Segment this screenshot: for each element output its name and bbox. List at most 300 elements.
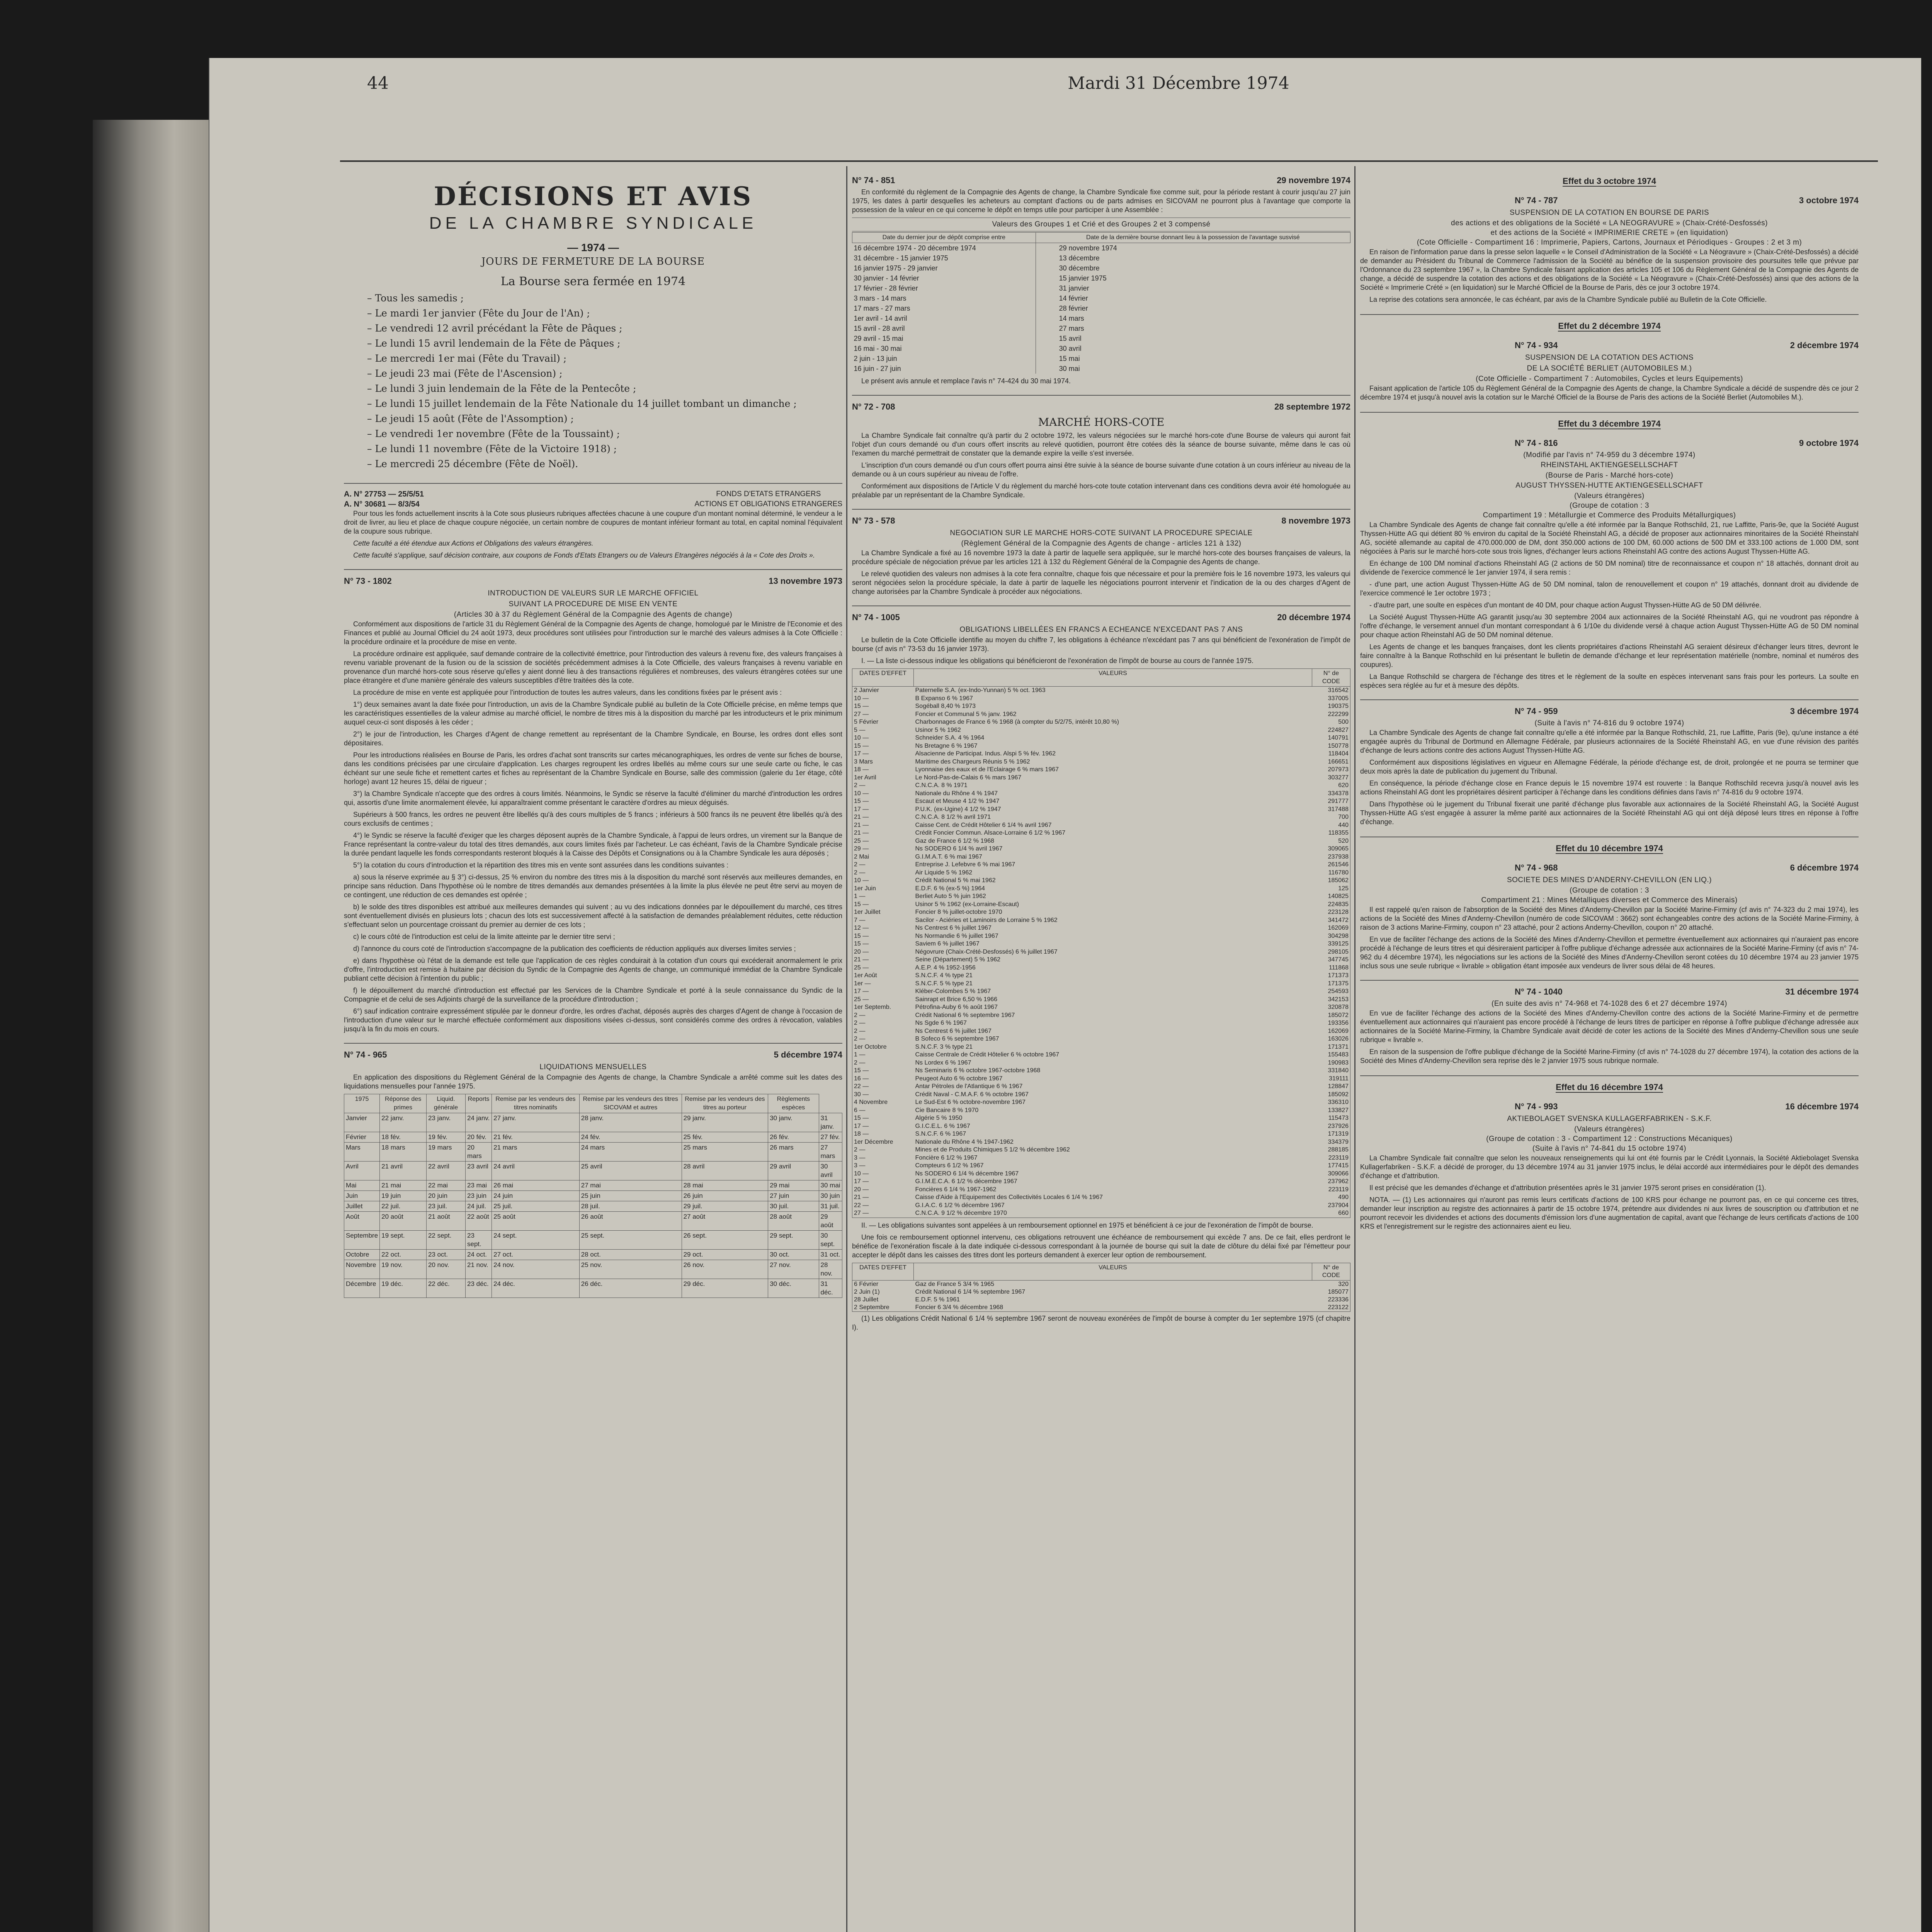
table-row: [344, 1162, 842, 1180]
code-cell: 155483: [1328, 1051, 1349, 1058]
code-cell: 190375: [1328, 703, 1349, 709]
effect-date-cell: 28 Juillet: [854, 1296, 879, 1303]
table-row: [852, 908, 1350, 917]
avis-paragraph: Conformément aux dispositions législatives en vigueur en Allemagne Fédérale, la période d'échange est, de droit, prolongée et ne pourra se terminer que deux mois après la date de publication du jugement du Tribunal.: [1360, 759, 1859, 775]
date-cell: 31 juil.: [819, 1201, 842, 1212]
month-cell: Février: [344, 1132, 380, 1143]
effect-date-cell: 21 —: [854, 814, 869, 820]
table-header: N° de CODE: [1312, 1263, 1350, 1280]
date-cell: 26 déc.: [579, 1279, 682, 1298]
security-cell: Ns Centrest 6 % juillet 1967: [915, 925, 992, 931]
table-row: [852, 323, 1350, 333]
table-row: [852, 1209, 1350, 1218]
table-row: [852, 273, 1350, 283]
table-header-row: [344, 1094, 842, 1113]
table-row: [344, 1231, 842, 1250]
security-cell: Lyonnaise des eaux et de l'Eclairage 6 % mars 1967: [915, 766, 1059, 773]
date-cell: 27 juin: [768, 1191, 819, 1201]
page-header: [367, 73, 1932, 104]
code-cell: 118355: [1328, 830, 1349, 836]
table-header-row: [852, 669, 1350, 687]
date-cell: 25 sept.: [579, 1231, 682, 1250]
avis-number: N° 74 - 787: [1515, 196, 1558, 205]
page-number: 44: [367, 73, 389, 93]
date-cell: 28 nov.: [819, 1260, 842, 1279]
date-cell: 22 juil.: [380, 1201, 427, 1212]
code-cell: 341472: [1328, 917, 1349, 923]
avis-number: N° 73 - 578: [852, 516, 895, 526]
date-cell: 26 mars: [768, 1143, 819, 1162]
code-cell: 237962: [1328, 1178, 1349, 1185]
main-title: DÉCISIONS ET AVIS: [434, 181, 753, 211]
date-cell: 22 sept.: [426, 1231, 465, 1250]
date-cell: 19 juin: [380, 1191, 427, 1201]
liquidations-body: [344, 1113, 842, 1298]
effect-date-cell: 1er Juin: [854, 885, 876, 892]
avis-paragraph: 3°) la Chambre Syndicale n'accepte que des ordres à cours limités. Néanmoins, le Syndic se réserve la faculté d'éliminer du marché d'introduction les ordres qui, assortis d'une limite anormalement élevée, lui apparaîtraient comme présentant le caractère d'ordres au mieux déguisés.: [344, 790, 842, 806]
month-cell: Mai: [344, 1180, 380, 1191]
date-cell: 23 sept.: [465, 1231, 492, 1250]
date-cell: 25 août: [492, 1212, 580, 1231]
table-header: Réponse des primes: [380, 1094, 427, 1113]
last-session-cell: 15 janvier 1975: [1059, 274, 1107, 282]
table-header: DATES D'EFFET: [852, 1263, 914, 1280]
avis-subtitle: (Cote Officielle - Compartiment 7 : Automobiles, Cycles et leurs Equipements): [1476, 375, 1743, 383]
avis-date: 5 décembre 1974: [774, 1050, 842, 1060]
date-cell: 26 juin: [682, 1191, 768, 1201]
avis-number: N° 74 - 934: [1515, 340, 1558, 350]
avis-header: [1360, 340, 1859, 350]
table-row: [852, 1003, 1350, 1012]
avis-paragraph: La reprise des cotations sera annoncée, le cas échéant, par avis de la Chambre Syndicale publié au Bulletin de la Cote Officielle.: [1369, 296, 1767, 303]
table-row: [852, 1280, 1350, 1288]
date-cell: 26 sept.: [682, 1231, 768, 1250]
table-row: [344, 1212, 842, 1231]
effet-label-text: Effet du 3 décembre 1974: [1558, 419, 1661, 429]
date-cell: 23 janv.: [426, 1113, 465, 1132]
code-cell: 224827: [1328, 726, 1349, 733]
avis-date: 8 novembre 1973: [1281, 516, 1350, 526]
code-cell: 193356: [1328, 1020, 1349, 1026]
avis-date: 29 novembre 1974: [1277, 175, 1350, 185]
security-cell: Mines et de Produits Chimiques 5 1/2 % décembre 1962: [915, 1146, 1070, 1153]
table-row: [852, 354, 1350, 364]
effect-date-cell: 27 —: [854, 1210, 869, 1216]
code-cell: 700: [1338, 814, 1349, 820]
code-cell: 331840: [1328, 1067, 1349, 1074]
avis-subtitle: (En suite des avis n° 74-968 et 74-1028 des 6 et 27 décembre 1974): [1492, 1000, 1727, 1008]
security-cell: S.N.C.F. 3 % type 21: [915, 1043, 973, 1050]
date-cell: 24 sept.: [492, 1231, 580, 1250]
date-cell: 18 mars: [380, 1143, 427, 1162]
security-cell: Le Nord-Pas-de-Calais 6 % mars 1967: [915, 774, 1022, 781]
table-row: [852, 1162, 1350, 1170]
fonds-title-1: FONDS D'ETATS ETRANGERS: [716, 490, 821, 498]
date-cell: 21 mars: [492, 1143, 580, 1162]
avis-title: SUSPENSION DE LA COTATION DES ACTIONS: [1525, 354, 1694, 362]
security-cell: Air Liquide 5 % 1962: [915, 869, 973, 876]
avis-paragraph: La Chambre Syndicale des Agents de change fait connaître qu'elle a été informée par la Banque Rothschild, 21, rue Laffitte, Paris-9e, que la Société August Thyssen-Hütte AG qui détient 80 % environ du capital de la Société Rheinstahl AG, a décidé de proposer aux actionnaires minoritaires de la Société Rheinstahl AG, société allemande au capital de 470.000.000 de DM, dont 350.000 actions de 100 DM, 60.000 actions de 500 DM et 333.100 actions de 1.000 DM, sont négociées à Paris sur le marché hors-cote sous trois lignes, d'échanger leurs actions Rheinstahl AG contre des actions August Thyssen-Hütte AG.: [1360, 521, 1859, 555]
date-cell: 20 mars: [465, 1143, 492, 1162]
table-header: Liquid. générale: [426, 1094, 465, 1113]
security-cell: Escaut et Meuse 4 1/2 % 1947: [915, 798, 1000, 804]
effect-date-cell: 10 —: [854, 877, 869, 884]
avis-paragraph: Il est précisé que les demandes d'échange et d'attribution présentées après le 31 janvier 1975 seront prises en considération (1).: [1369, 1184, 1766, 1192]
code-cell: 150778: [1328, 742, 1349, 749]
effect-date-cell: 29 —: [854, 845, 869, 852]
code-cell: 490: [1338, 1194, 1349, 1201]
code-cell: 222299: [1328, 711, 1349, 718]
code-cell: 337005: [1328, 695, 1349, 702]
avis-subtitle: (Bourse de Paris - Marché hors-cote): [1545, 471, 1673, 480]
avis-date: 3 décembre 1974: [1790, 706, 1859, 716]
table-row: [852, 917, 1350, 925]
date-cell: 21 avril: [380, 1162, 427, 1180]
avis-paragraph: La Chambre Syndicale des Agents de change fait connaître qu'elle a été informée par la Banque Rothschild, 21, rue Laffitte, Paris (9e), qu'une instance a été engagée auprès du Tribunal de Dortmund en Allemagne Fédérale, par plusieurs actionnaires de la Société Rheinstahl AG, en vue d'une révision des parités d'échange de leurs actions contre des actions August Thyssen-Hütte AG.: [1360, 729, 1859, 754]
deposit-period-cell: 16 juin - 27 juin: [852, 364, 1036, 374]
code-cell: 347745: [1328, 956, 1349, 963]
effect-date-cell: 21 —: [854, 830, 869, 836]
table-row: [852, 806, 1350, 814]
effect-date-cell: 21 —: [854, 821, 869, 828]
table-row: [852, 718, 1350, 726]
date-cell: 24 nov.: [492, 1260, 580, 1279]
date-cell: 22 avril: [426, 1162, 465, 1180]
date-cell: 30 sept.: [819, 1231, 842, 1250]
code-cell: 320: [1338, 1281, 1349, 1287]
avis-paragraph: NOTA. — (1) Les actionnaires qui n'auront pas remis leurs certificats d'actions de 100 KRS pour échange ne pourront pas, en ce qui concerne ces titres, demander leur inscription au registre des actionnaires à partir de 15 octobre 1974, prétendre aux dividendes ni aux livres de souscription ou d'attribution et ne pourront recevoir les dividendes et actions des documents d'émission lors d'une augmentation de capital, avant que l'échange de leurs certificats d'actions de 100 KRS et l'enregistrement sur le registre des actionnaires aient eu lieu.: [1360, 1196, 1859, 1230]
security-cell: S.N.C.F. 6 % 1967: [915, 1131, 966, 1137]
table-header: Reports: [465, 1094, 492, 1113]
avis-paragraph: - d'une part, une action August Thyssen-Hütte AG de 50 DM nominal, talon de renouvellement et coupon n° 19 attachés, donnant droit au dividende de l'exercice commencé le 1er octobre 1973 ;: [1360, 580, 1859, 597]
security-cell: S.N.C.F. 4 % type 21: [915, 972, 973, 979]
avis-title: OBLIGATIONS LIBELLÉES EN FRANCS A ECHEANCE N'EXCEDANT PAS 7 ANS: [959, 626, 1243, 634]
date-cell: 24 avril: [492, 1162, 580, 1180]
table-row: [852, 972, 1350, 980]
security-cell: Schneider S.A. 4 % 1964: [915, 735, 985, 741]
security-cell: Nationale du Rhône 4 % 1947-1962: [915, 1138, 1014, 1145]
table-row: [852, 726, 1350, 735]
assemblee-dates-body: [852, 243, 1350, 374]
avis-paragraph: En raison de l'information parue dans la presse selon laquelle « le Conseil d'Administration de la Société « La Néogravure » (Chaix-Crété-Desfossés) a décidé de demander au Président du Tribunal de Commerce l'admission de la Société au bénéfice de la suspension provisoire des poursuites telle que prévue par l'Ordonnance du 23 septembre 1967 », la Chambre Syndicale faisant application des articles 105 et 106 du Règlement Général de la Compagnie des Agents de change, a décidé de suspendre la cotation des actions et des obligations de la Société « La Néogravure » (Chaix-Crété-Desfossés) ainsi que des actions de la Société « Imprimerie Crété » (en liquidation) sur le Marché Officiel de la Bourse de Paris, dès ce jour 3 octobre 1974.: [1360, 248, 1859, 291]
table-row: [852, 774, 1350, 782]
date-cell: 23 avril: [465, 1162, 492, 1180]
date-cell: 20 juin: [426, 1191, 465, 1201]
table-row: [852, 861, 1350, 869]
last-session-cell: 13 décembre: [1059, 254, 1100, 262]
security-cell: Entreprise J. Lefebvre 6 % mai 1967: [915, 861, 1015, 868]
last-session-cell: 30 décembre: [1059, 264, 1100, 272]
table-row: [852, 1043, 1350, 1051]
security-cell: Usinor 5 % 1962: [915, 726, 961, 733]
security-cell: Ns SODERO 6 1/4 % décembre 1967: [915, 1170, 1019, 1177]
date-cell: 27 mai: [579, 1180, 682, 1191]
code-cell: 288185: [1328, 1146, 1349, 1153]
table-row: [852, 798, 1350, 806]
security-cell: Paternelle S.A. (ex-Indo-Yunnan) 5 % oct. 1963: [915, 687, 1046, 694]
avis-header: [1360, 863, 1859, 873]
code-cell: 298105: [1328, 948, 1349, 955]
security-cell: Caisse d'Aide à l'Equipement des Collectivités Locales 6 1/4 % 1967: [915, 1194, 1103, 1201]
code-cell: 140791: [1328, 735, 1349, 741]
obligations-table: [852, 668, 1350, 1218]
avis-subtitle: (Suite à l'avis n° 74-816 du 9 octobre 1974): [1534, 719, 1684, 727]
month-cell: Septembre: [344, 1231, 380, 1250]
code-cell: 190983: [1328, 1059, 1349, 1066]
avis-paragraph: Le bulletin de la Cote Officielle identifie au moyen du chiffre 7, les obligations à échéance n'excédant pas 7 ans qui bénéficient de l'exonération de l'impôt de bourse (cf avis n° 73-53 du 16 janvier 1973).: [852, 636, 1350, 653]
date-cell: 23 mai: [465, 1180, 492, 1191]
code-cell: 520: [1338, 837, 1349, 844]
table-row: [852, 1130, 1350, 1138]
table-header: VALEURS: [914, 1263, 1312, 1280]
code-cell: 162069: [1328, 1027, 1349, 1034]
security-cell: Foncier et Communal 5 % janv. 1962: [915, 711, 1017, 718]
table-row: [852, 1035, 1350, 1043]
table-row: [344, 1201, 842, 1212]
table-header: Date du dernier jour de dépôt comprise entre: [852, 233, 1036, 243]
security-cell: Usinor 5 % 1962 (ex-Lorraine-Escaut): [915, 901, 1019, 908]
table-row: [852, 243, 1350, 253]
table-row: [852, 1178, 1350, 1186]
effect-date-cell: 1er Avril: [854, 774, 876, 781]
closing-day-item: – Le vendredi 12 avril précédant la Fête de Pâques ;: [367, 323, 622, 334]
effect-date-cell: 1er Décembre: [854, 1138, 893, 1145]
effect-date-cell: 17 —: [854, 988, 869, 995]
table-row: [852, 893, 1350, 901]
security-cell: C.N.C.A. 8 1/2 % avril 1971: [915, 814, 991, 820]
code-cell: 116780: [1328, 869, 1349, 876]
code-cell: 320878: [1328, 1004, 1349, 1010]
effet-label: [1360, 176, 1859, 186]
closing-day-item: – Le jeudi 15 août (Fête de l'Assomption) ;: [367, 413, 574, 424]
code-cell: 207973: [1328, 766, 1349, 773]
optional-redemption-body: [852, 1280, 1350, 1311]
closing-day-item: – Le lundi 11 novembre (Fête de la Victoire 1918) ;: [367, 443, 617, 454]
effect-date-cell: 10 —: [854, 695, 869, 702]
date-cell: 21 mai: [380, 1180, 427, 1191]
code-cell: 162069: [1328, 925, 1349, 931]
avis-paragraph: 5°) la cotation du cours d'introduction et la répartition des titres mis en vente sont assurées dans les conditions suivantes :: [353, 861, 729, 869]
security-cell: Charbonnages de France 6 % 1968 (à compter du 5/2/75, intérêt 10,80 %): [915, 719, 1119, 725]
security-cell: Algérie 5 % 1950: [915, 1115, 963, 1121]
effect-date-cell: 15 —: [854, 703, 869, 709]
avis-title: NEGOCIATION SUR LE MARCHE HORS-COTE SUIVANT LA PROCEDURE SPECIALE: [950, 529, 1253, 537]
security-cell: Peugeot Auto 6 % octobre 1967: [915, 1075, 1003, 1082]
table-row: [852, 1075, 1350, 1083]
date-cell: 28 juil.: [579, 1201, 682, 1212]
month-cell: Juin: [344, 1191, 380, 1201]
column-rule-2: [1354, 166, 1355, 1932]
avis-subtitle: (Valeurs étrangères): [1574, 492, 1645, 500]
effect-date-cell: 20 —: [854, 948, 869, 955]
avis-title: SOCIETE DES MINES D'ANDERNY-CHEVILLON (EN LIQ.): [1507, 876, 1712, 884]
table-header: Remise par les vendeurs des titres au porteur: [682, 1094, 768, 1113]
avis-title: MARCHÉ HORS-COTE: [1038, 416, 1165, 429]
security-cell: Négovrure (Chaix-Crété-Desfossés) 6 % juillet 1967: [915, 948, 1058, 955]
code-cell: 133827: [1328, 1107, 1349, 1114]
avis-subtitle: (Cote Officielle - Compartiment 16 : Imprimerie, Papiers, Cartons, Journaux et Périodiques - Groupes : 2 et 3 m): [1417, 238, 1802, 247]
security-cell: Gaz de France 5 3/4 % 1965: [915, 1281, 995, 1287]
avis-header: [344, 569, 842, 586]
effect-date-cell: 2 Mai: [854, 853, 869, 860]
code-cell: 171375: [1328, 980, 1349, 987]
date-cell: 27 fév.: [819, 1132, 842, 1143]
avis-paragraph: b) le solde des titres disponibles est attribué aux meilleures demandes qui suivent ; au vu des indications données par le dépouillement du marché, ces titres sont éventuellement divisés en plusieurs lots ; chacun des lots est successivement affecté à la satisfaction de demandes préalablement réduites, cette réduction s'effectuant selon un pourcentage croissant du premier au dernier de ces lots ;: [344, 903, 842, 929]
effect-date-cell: 18 —: [854, 766, 869, 773]
effect-date-cell: 4 Novembre: [854, 1099, 888, 1105]
avis-number: N° 74 - 993: [1515, 1102, 1558, 1111]
avis-date: 6 décembre 1974: [1790, 863, 1859, 872]
date-cell: 19 sept.: [380, 1231, 427, 1250]
table-row: [852, 1146, 1350, 1154]
code-cell: 223122: [1328, 1304, 1349, 1311]
effect-date-cell: 3 —: [854, 1154, 866, 1161]
effect-date-cell: 1 —: [854, 893, 866, 900]
last-session-cell: 15 avril: [1059, 335, 1082, 342]
effect-date-cell: 10 —: [854, 1170, 869, 1177]
security-cell: Crédit National 6 1/4 % septembre 1967: [915, 1288, 1026, 1295]
effect-date-cell: 15 —: [854, 932, 869, 939]
code-cell: 309066: [1328, 1170, 1349, 1177]
main-subtitle: DE LA CHAMBRE SYNDICALE: [429, 214, 757, 233]
table-row: [344, 1143, 842, 1162]
code-cell: 319111: [1328, 1075, 1349, 1082]
avis-paragraph: 4°) le Syndic se réserve la faculté d'exiger que les charges déposent auprès de la Chambre Syndicale, à l'appui de leurs ordres, un virement sur la Banque de France représentant la contre-valeur du total des titres demandés, aux cours limites fixés par l'acheteur. Le cas échéant, l'avis de la Chambre Syndicale précise la durée pendant laquelle les fonds correspondants resteront bloqués à la Caisse des Dépôts et Consignations ou à la Chambre Syndicale les aura déposés ;: [344, 832, 842, 857]
avis-number: N° 73 - 1802: [344, 576, 392, 586]
date-cell: 23 juil.: [426, 1201, 465, 1212]
code-cell: 171319: [1328, 1131, 1349, 1137]
table-row: [852, 293, 1350, 303]
code-cell: 115473: [1328, 1115, 1349, 1121]
avis-header: [344, 1043, 842, 1060]
effect-date-cell: 6 —: [854, 1107, 866, 1114]
avis-subtitle: (Groupe de cotation : 3: [1570, 886, 1649, 895]
effect-date-cell: 22 —: [854, 1083, 869, 1090]
avis-paragraph: Conformément aux dispositions de l'Article V du règlement du marché hors-cote toute cotation intervenant dans ces conditions devra avoir été homologuée au préalable par un représentant de la Chambre Syndicale.: [852, 482, 1350, 499]
effect-date-cell: 17 —: [854, 806, 869, 813]
avis-header: [1360, 438, 1859, 448]
date-cell: 27 janv.: [492, 1113, 580, 1132]
date-cell: 28 mai: [682, 1180, 768, 1191]
avis-paragraph: En vue de faciliter l'échange des actions de la Société des Mines d'Anderny-Chevillon et permettre éventuellement aux actionnaires qui n'auraient pas encore procédé à l'échange de leurs titres et qui désireraient participer à l'offre publique d'échange adressée aux actionnaires de la Société Marine-Firminy (cf avis n° 74-962 du 4 décembre 1974), les négociations sur les actions de la Société des Mines d'Anderny-Chevillon seront cotées du 10 décembre 1974 au 23 janvier 1975 inclus sous une seule rubrique « livrable » obligation étant imposée aux vendeurs de livrer sous délai de 48 heures.: [1360, 935, 1859, 970]
date-cell: 29 oct.: [682, 1250, 768, 1260]
date-cell: 19 mars: [426, 1143, 465, 1162]
security-cell: Ns Sgde 6 % 1967: [915, 1020, 967, 1026]
code-cell: 237904: [1328, 1202, 1349, 1209]
table-row: [852, 924, 1350, 932]
table-row: [852, 948, 1350, 956]
code-cell: 111868: [1328, 964, 1349, 971]
table-row: [852, 853, 1350, 861]
effect-date-cell: 2 —: [854, 1027, 866, 1034]
avis-paragraph: Supérieurs à 500 francs, les ordres ne peuvent être libellés qu'à des cours multiples de 5 francs ; inférieurs à 500 francs ils ne peuvent être libellés qu'à des cours exclusifs de centimes ;: [344, 811, 842, 827]
table-header: Règlements espèces: [768, 1094, 819, 1113]
code-cell: 336310: [1328, 1099, 1349, 1105]
code-cell: 185092: [1328, 1091, 1349, 1098]
date-cell: 29 déc.: [682, 1279, 768, 1298]
effect-date-cell: 2 —: [854, 782, 866, 789]
code-cell: 309065: [1328, 845, 1349, 852]
avis-subtitle: (Valeurs étrangères): [1574, 1125, 1645, 1133]
avis-paragraph: 6°) sauf indication contraire expressément stipulée par le donneur d'ordre, les ordres d'achat, déposés auprès des charges d'Agent de change à l'occasion de l'introduction d'une valeur sur le marché effectuée conformément aux dispositions visées ci-dessus, sont considérés comme des ordres à révocation, valables jusqu'à la fin du mois en cours.: [344, 1007, 842, 1033]
avis-paragraph: En conséquence, la période d'échange close en France depuis le 15 novembre 1974 est rouverte : la Banque Rothschild recevra jusqu'à nouvel avis les actions Rheinstahl AG dont les propriétaires désirent participer à l'échange dans les conditions définies dans l'avis n° 74-816 du 9 octobre 1974.: [1360, 779, 1859, 796]
date-cell: 22 janv.: [380, 1113, 427, 1132]
code-cell: 291777: [1328, 798, 1349, 804]
security-cell: Sainrapt et Brice 6,50 % 1966: [915, 996, 998, 1003]
avis-date: 20 décembre 1974: [1277, 612, 1350, 622]
avis-paragraph: Une fois ce remboursement optionnel intervenu, ces obligations retrouvent une échéance de remboursement qui excède 7 ans. De ce fait, elles perdront le bénéfice de l'exonération fiscale à la date indiquée ci-dessous correspondant à la journée de bourse qui suit la date de clôture du délai fixé par l'émetteur pour accepter le dépôt dans les caisses des titres dont les porteurs demandent à exercer leur option de remboursement.: [852, 1233, 1350, 1259]
closing-days-subtitle: La Bourse sera fermée en 1974: [500, 275, 686, 288]
date-cell: 30 oct.: [768, 1250, 819, 1260]
code-cell: 171373: [1328, 972, 1349, 979]
deposit-period-cell: 31 décembre - 15 janvier 1975: [852, 253, 1036, 263]
avis-paragraph: Les Agents de change et les banques françaises, dont les clients propriétaires d'actions Rheinstahl AG seraient désireux d'échanger leurs titres, devront le faire connaître à la Banque Rothschild en lui présentant le bulletin de demande d'échange et leur représentation matérielle (nombre, nominal et numéros des coupures).: [1360, 643, 1859, 668]
avis-title: INTRODUCTION DE VALEURS SUR LE MARCHE OFFICIEL: [488, 589, 699, 597]
table-header: Remise par les vendeurs des titres nominatifs: [492, 1094, 580, 1113]
column-3: [1360, 166, 1859, 1932]
table-row: [852, 1296, 1350, 1304]
code-cell: 334378: [1328, 790, 1349, 797]
date-cell: 25 juil.: [492, 1201, 580, 1212]
table-row: [852, 1304, 1350, 1312]
code-cell: 166651: [1328, 758, 1349, 765]
table-header: VALEURS: [914, 669, 1312, 687]
date-cell: 21 août: [426, 1212, 465, 1231]
avis-header: [1360, 699, 1859, 716]
security-cell: Ns Seminaris 6 % octobre 1967-octobre 1968: [915, 1067, 1041, 1074]
avis-paragraph: Dans l'hypothèse où le jugement du Tribunal fixerait une parité d'échange plus favorable aux actionnaires de la Société Rheinstahl AG, la Société August Thyssen-Hütte AG s'est engagée à assurer la même parité aux actionnaires de la Société Rheinstahl AG qui ont déjà déposé leurs titres en réponse à l'offre d'échange.: [1360, 800, 1859, 826]
avis-subtitle: (Règlement Général de la Compagnie des Agents de change - articles 121 à 132): [961, 539, 1242, 548]
date-cell: 28 août: [768, 1212, 819, 1231]
table-title: Valeurs des Groupes 1 et Crié et des Groupes 2 et 3 compensé: [852, 218, 1350, 231]
table-row: [852, 988, 1350, 996]
effect-date-cell: 2 Juin (1): [854, 1288, 880, 1295]
avis-subtitle: (Groupe de cotation : 3 - Compartiment 12 : Constructions Mécaniques): [1486, 1135, 1733, 1143]
date-cell: 22 déc.: [426, 1279, 465, 1298]
deposit-period-cell: 16 mai - 30 mai: [852, 344, 1036, 354]
date-cell: 23 oct.: [426, 1250, 465, 1260]
date-cell: 19 fév.: [426, 1132, 465, 1143]
code-cell: 223128: [1328, 909, 1349, 915]
effect-date-cell: 25 —: [854, 964, 869, 971]
avis-subtitle: Compartiment 21 : Mines Métalliques diverses et Commerce des Minerais): [1481, 896, 1738, 904]
security-cell: Gaz de France 6 1/2 % 1968: [915, 837, 995, 844]
code-cell: 171371: [1328, 1043, 1349, 1050]
effect-date-cell: 15 —: [854, 1115, 869, 1121]
security-cell: Caisse Cent. de Crédit Hôtelier 6 1/4 % avril 1967: [915, 821, 1052, 828]
date-cell: 22 mai: [426, 1180, 465, 1191]
date-cell: 24 mars: [579, 1143, 682, 1162]
code-cell: 223119: [1328, 1186, 1349, 1193]
date-cell: 25 mars: [682, 1143, 768, 1162]
table-row: [852, 1154, 1350, 1162]
assemblee-dates-table: [852, 232, 1350, 374]
code-cell: 261546: [1328, 861, 1349, 868]
security-cell: Antar Pétroles de l'Atlantique 6 % 1967: [915, 1083, 1023, 1090]
code-cell: 304298: [1328, 932, 1349, 939]
avis-number: N° 74 - 959: [1515, 706, 1558, 716]
effet-label-text: Effet du 16 décembre 1974: [1556, 1082, 1663, 1092]
liquidations-table: [344, 1094, 842, 1298]
date-cell: 24 déc.: [492, 1279, 580, 1298]
closing-day-item: – Le mardi 1er janvier (Fête du Jour de l'An) ;: [367, 308, 590, 319]
page-date: Mardi 31 Décembre 1974: [1068, 73, 1289, 93]
deposit-period-cell: 30 janvier - 14 février: [852, 273, 1036, 283]
month-cell: Juillet: [344, 1201, 380, 1212]
date-cell: 31 déc.: [819, 1279, 842, 1298]
security-cell: Nationale du Rhône 4 % 1947: [915, 790, 998, 797]
deposit-period-cell: 15 avril - 28 avril: [852, 323, 1036, 333]
